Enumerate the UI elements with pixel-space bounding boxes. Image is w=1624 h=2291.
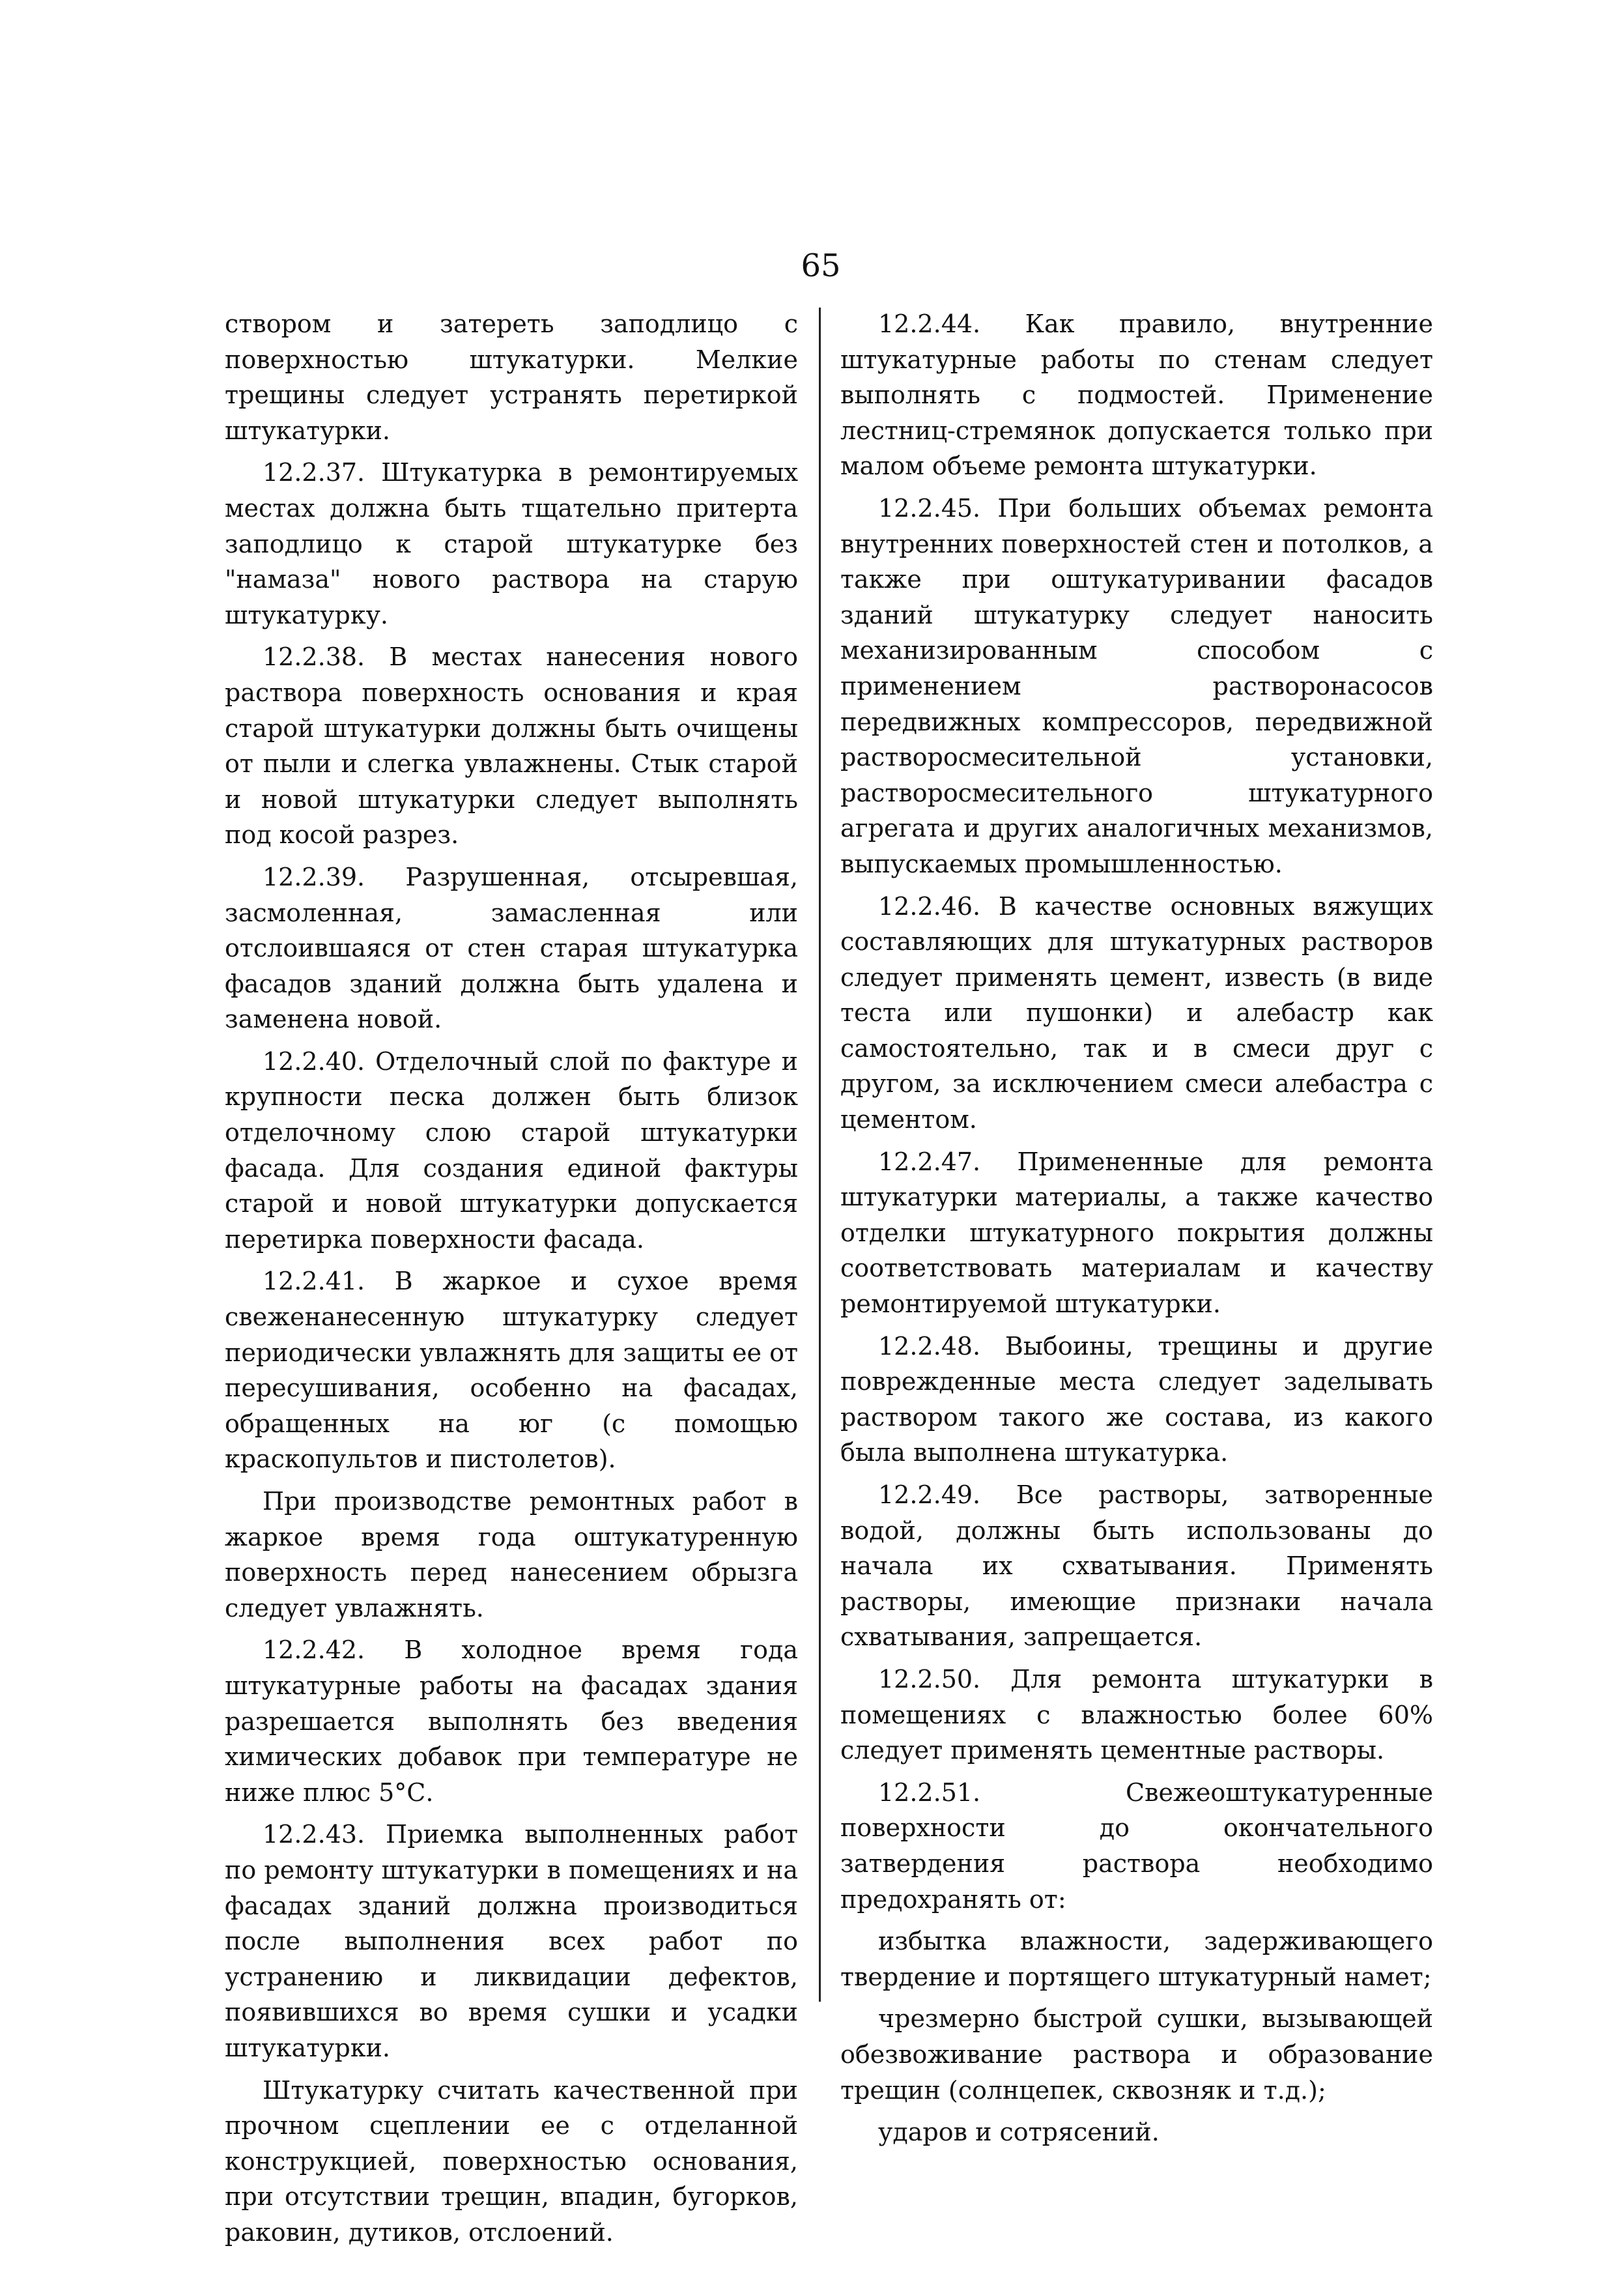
page-number: 65 [801, 248, 841, 284]
paragraph: створом и затереть заподлицо с поверхностью штукатурки. Мелкие трещины следует устранять перетиркой штукатурки. [225, 310, 798, 445]
paragraph: Штукатурку считать качественной при прочном сцеплении ее с отделанной конструкцией, поверхностью основания, при отсутствии трещин, впадин, бугорков, раковин, дутиков, отслоений. [225, 2075, 798, 2247]
paragraph: 12.2.49. Все растворы, затворенные водой, должны быть использованы до начала их схватывания. Применять растворы, имеющие признаки начала схватывания, запрещается. [840, 1480, 1433, 1652]
paragraph: 12.2.45. При больших объемах ремонта внутренних поверхностей стен и потолков, а также при оштукатуривании фасадов зданий штукатурку следует наносить механизированным способом с применением растворонасосов передвижных компрессоров, передвижной растворосмесительной установки, растворосмесительного штукатурного агрегата и других аналогичных механизмов, выпускаемых промышленностью. [840, 493, 1433, 878]
paragraph: избытка влажности, задерживающего твердение и портящего штукатурный намет; [840, 1927, 1433, 1991]
paragraph: При производстве ремонтных работ в жаркое время года оштукатуренную поверхность перед нанесением обрызга следует увлажнять. [225, 1487, 798, 1622]
paragraph: 12.2.47. Примененные для ремонта штукатурки материалы, а также качество отделки штукатурного покрытия должны соответствовать материалам и качеству ремонтируемой штукатурки. [840, 1147, 1433, 1319]
paragraph: 12.2.43. Приемка выполненных работ по ремонту штукатурки в помещениях и на фасадах зданий должна производиться после выполнения всех работ по устранению и ликвидации дефектов, появившихся во время сушки и усадки штукатурки. [225, 1820, 798, 2062]
right-column [840, 306, 1433, 2157]
paragraph: 12.2.41. В жаркое и сухое время свеженанесенную штукатурку следует периодически увлажнять для защиты ее от пересушивания, особенно на фасадах, обращенных на юг (с помощью краскопультов и пистолетов). [225, 1267, 798, 1474]
paragraph: 12.2.46. В качестве основных вяжущих составляющих для штукатурных растворов следует применять цемент, известь (в виде теста или пушонки) и алебастр как самостоятельно, так и в смеси друг с другом, за исключением смеси алебастра с цементом. [840, 891, 1433, 1134]
paragraph: чрезмерно быстрой сушки, вызывающей обезвоживание раствора и образование трещин (солнцепек, сквозняк и т.д.); [840, 2004, 1433, 2105]
paragraph: 12.2.42. В холодное время года штукатурные работы на фасадах здания разрешается выполнять без введения химических добавок при температуре не ниже плюс 5°С. [225, 1635, 798, 1807]
paragraph: 12.2.37. Штукатурка в ремонтируемых местах должна быть тщательно притерта заподлицо к старой штукатурке без "намаза" нового раствора на старую штукатурку. [225, 458, 798, 629]
paragraph: 12.2.50. Для ремонта штукатурки в помещениях с влажностью более 60% следует применять цементные растворы. [840, 1664, 1433, 1765]
paragraph: 12.2.48. Выбоины, трещины и другие поврежденные места следует заделывать раствором такого же состава, из какого была выполнена штукатурка. [840, 1331, 1433, 1467]
left-column [225, 306, 798, 2256]
paragraph: 12.2.39. Разрушенная, отсыревшая, засмоленная, замасленная или отслоившаяся от стен старая штукатурка фасадов зданий должна быть удалена и заменена новой. [225, 862, 798, 1034]
paragraph: 12.2.44. Как правило, внутренние штукатурные работы по стенам следует выполнять с подмостей. Применение лестниц-стремянок допускается только при малом объеме ремонта штукатурки. [840, 310, 1433, 481]
paragraph: 12.2.40. Отделочный слой по фактуре и крупности песка должен быть близок отделочному слою старой штукатурки фасада. Для создания единой фактуры старой и новой штукатурки допускается перетирка поверхности фасада. [225, 1046, 798, 1254]
paragraph: 12.2.38. В местах нанесения нового раствора поверхность основания и края старой штукатурки должны быть очищены от пыли и слегка увлажнены. Стык старой и новой штукатурки следует выполнять под косой разрез. [225, 642, 798, 850]
paragraph: ударов и сотрясений. [878, 2118, 1160, 2147]
paragraph: 12.2.51. Свежеоштукатуренные поверхности до окончательного затвердения раствора необходимо предохранять от: [840, 1778, 1433, 1914]
column-divider [819, 308, 821, 2002]
